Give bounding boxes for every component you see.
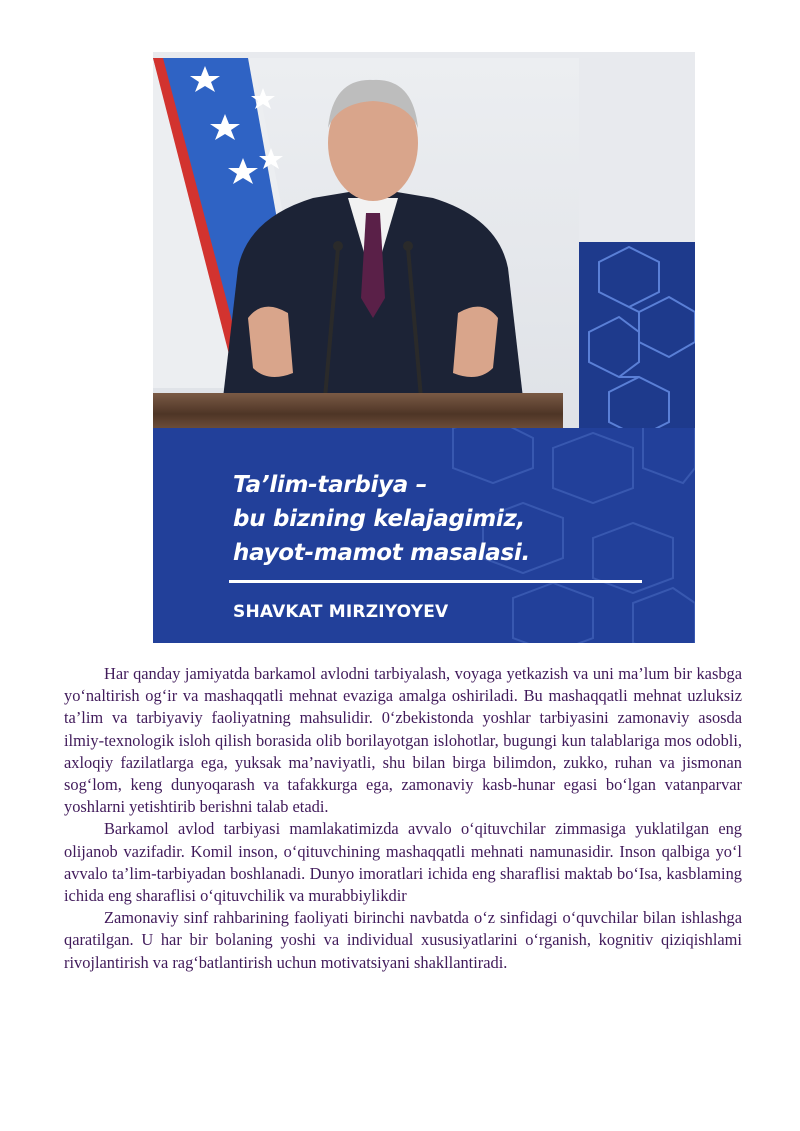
quote-line-1: Ta’lim-tarbiya – [233, 472, 427, 498]
quote-text [233, 468, 653, 570]
podium [153, 393, 563, 428]
speaker-photo [153, 58, 579, 428]
quote-author: SHAVKAT MIRZIYOYEV [233, 602, 449, 622]
quote-line-3: hayot-mamot masalasi. [233, 540, 530, 566]
paragraph-2: Barkamol avlod tarbiyasi mamlakatimizda avvalo o‘qituvchilar zimmasiga yuklatilgan eng olijanob vazifadir. Komil inson, o‘qituvchining mashaqqatli mehnati namunasidir. Inson qalbiga yo‘l avvalo ta’lim-tarbiyadan boshlanadi. Dunyo imoratlari ichida eng sharaflisi maktab bo‘Isa, kasblaming ichida eng sharaflisi o‘qituvchilik va murabbiylikdir [64, 819, 742, 906]
quote-line-2: bu bizning kelajagimiz, [233, 506, 525, 532]
paragraph-3: Zamonaviy sinf rahbarining faoliyati birinchi navbatda o‘z sinfidagi o‘quvchilar bilan ishlashga qaratilgan. U har bir bolaning yoshi va individual xususiyatlarini o‘rganish, kognitiv qiziqishlami rivojlantirish va rag‘batlantirish uchun motivatsiyani shakllantiradi. [64, 908, 742, 972]
article-body [64, 663, 742, 974]
quote-banner [153, 428, 695, 643]
poster-image [153, 52, 695, 643]
speaker-figure [213, 68, 533, 398]
paragraph-1: Har qanday jamiyatda barkamol avlodni tarbiyalash, voyaga yetkazish va uni ma’lum bir kasbga yo‘naltirish og‘ir va mashaqqatli mehnat evaziga amalga oshiriladi. Bu mashaqqatli mehnat uzluksiz ta’lim va tarbiyaviy faoliyatning mahsulidir. 0‘zbekistonda yoshlar tarbiyasini zamonaviy asosda ilmiy-texnologik isloh qilish borasida olib borilayotgan islohotlar, bugungi kun talablariga mos odobli, axloqiy fazilatlarga ega, yuksak ma’naviyatli, shu bilan birga bilimdon, zukko, ruhan va jismonan sog‘lom, keng dunyoqarash va tafakkurga ega, zamonaviy kasb-hunar egasi bo‘lgan vatanparvar yoshlarni yetishtirib berishni talab etadi. [64, 664, 742, 817]
divider [229, 580, 642, 583]
